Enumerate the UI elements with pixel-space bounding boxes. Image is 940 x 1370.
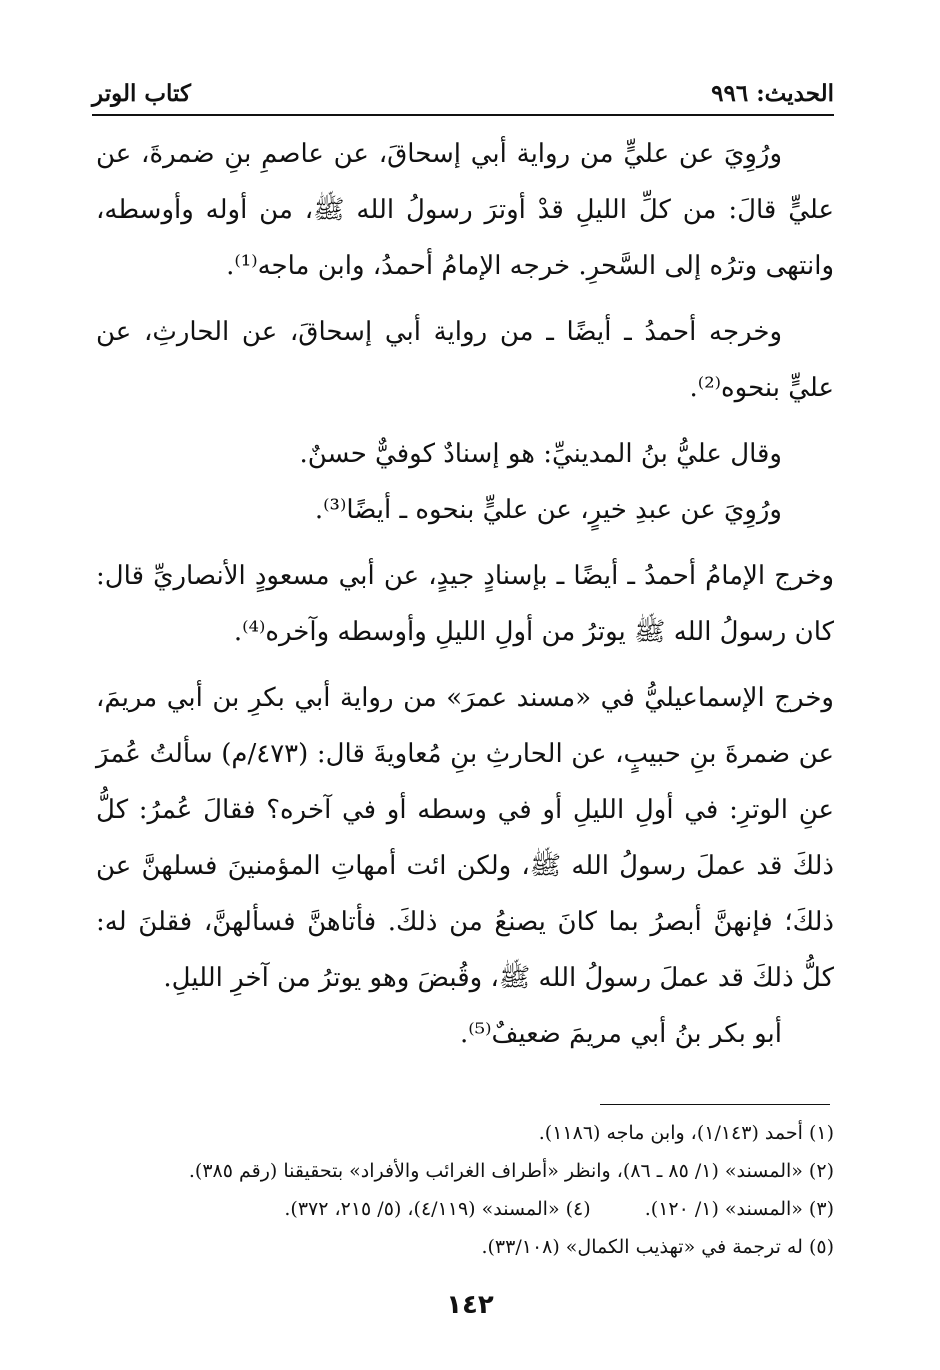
- book-title: كتاب الوتر: [92, 80, 191, 107]
- footnote: (٢) «المسند» (١/ ٨٥ ـ ٨٦)، وانظر «أطراف الغرائب والأفراد» بتحقيقنا (رقم ٣٨٥).: [188, 1160, 834, 1182]
- paragraph: وخرج الإمامُ أحمدُ ـ أيضًا ـ بإسنادٍ جيدٍ، عن أبي مسعودٍ الأنصاريِّ قال: كان رسولُ الله ﷺ يوترُ من أولِ الليلِ وأوسطه وآخره⁽⁴⁾.: [96, 561, 834, 647]
- paragraph: ورُوِيَ عن عليٍّ من رواية أبي إسحاقَ، عن عاصمِ بنِ ضمرةَ، عن عليٍّ قالَ: من كلِّ الليلِ قدْ أوترَ رسولُ الله ﷺ، من أوله وأوسطه، وانتهى وترُه إلى السَّحرِ. خرجه الإمامُ أحمدُ، وابن ماجه⁽¹⁾.: [96, 139, 834, 281]
- footnote: (٥) له ترجمة في «تهذيب الكمال» (٣٣/١٠٨).: [481, 1236, 834, 1258]
- main-text: [96, 126, 834, 1062]
- paragraph: ورُوِيَ عن عبدِ خيرٍ، عن عليٍّ بنحوه ـ أيضًا⁽³⁾.: [314, 495, 782, 525]
- footnote: (١) أحمد (١/١٤٣)، وابن ماجه (١١٨٦).: [538, 1122, 834, 1144]
- paragraph: وخرج الإسماعيليُّ في «مسند عمرَ» من رواية أبي بكرِ بن أبي مريمَ، عن ضمرةَ بنِ حبيبٍ، عن الحارثِ بنِ مُعاويةَ قال: (٤٧٣/م) سألتُ عُمرَ عنِ الوترِ: في أولِ الليلِ أو في وسطه أو في آخره؟ فقالَ عُمرُ: كلُّ ذلكَ قد عملَ رسولُ الله ﷺ، ولكن ائت أمهاتِ المؤمنينَ فسلهنَّ عن ذلكَ؛ فإنهنَّ أبصرُ بما كانَ يصنعُ من ذلكَ. فأتاهنَّ فسألهنَّ، فقلنَ له: كلُّ ذلكَ قد عملَ رسولُ الله ﷺ، وقُبضَ وهو يوترُ من آخرِ الليلِ.: [96, 683, 834, 993]
- paragraph: أبو بكر بنُ أبي مريمَ ضعيفٌ⁽⁵⁾.: [460, 1019, 782, 1049]
- page-number: ١٤٢: [446, 1290, 494, 1320]
- footnote: (٤) «المسند» (٤/١١٩)، (٥/ ٢١٥، ٣٧٢).: [284, 1198, 591, 1220]
- footnotes: [96, 1114, 834, 1266]
- footnote: (٣) «المسند» (١/ ١٢٠).: [644, 1198, 834, 1220]
- running-header: [92, 80, 834, 110]
- footnote-rule: [600, 1104, 830, 1105]
- footnote-row: [96, 1190, 834, 1228]
- hadith-number: الحديث: ٩٩٦: [711, 80, 834, 107]
- paragraph: وقال عليُّ بنُ المدينيِّ: هو إسنادٌ كوفيٌّ حسنٌ.: [299, 439, 782, 469]
- header-rule: [92, 114, 834, 116]
- paragraph: وخرجه أحمدُ ـ أيضًا ـ من رواية أبي إسحاقَ، عن الحارثِ، عن عليٍّ بنحوه⁽²⁾.: [96, 317, 834, 403]
